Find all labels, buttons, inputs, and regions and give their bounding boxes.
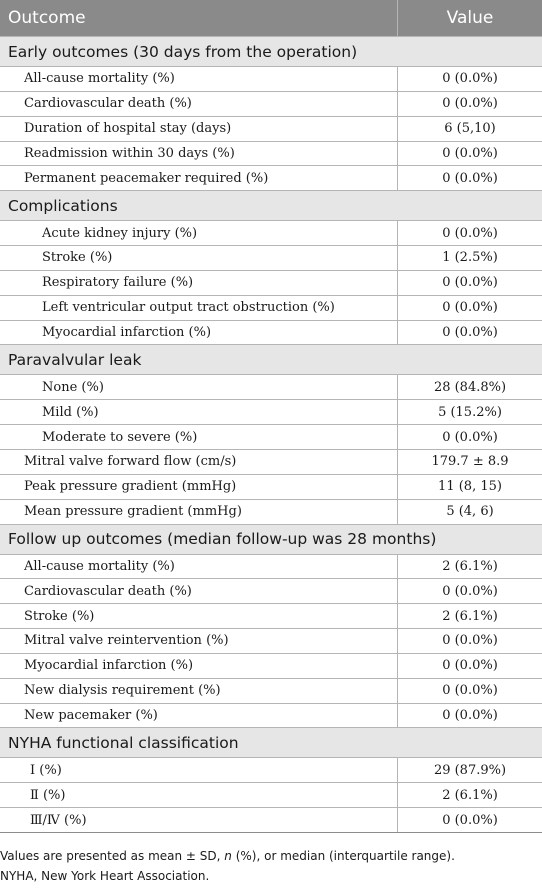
table-row xyxy=(0,424,542,449)
table-row xyxy=(0,628,542,653)
row-value: 6 (5,10) xyxy=(444,121,496,137)
table-row xyxy=(0,782,542,807)
table-row xyxy=(0,653,542,678)
row-label: New dialysis requirement (%) xyxy=(0,679,398,703)
row-label: Acute kidney injury (%) xyxy=(0,221,398,245)
footnote-line-2: NYHA, New York Heart Association. xyxy=(0,869,210,883)
table-row xyxy=(0,116,542,141)
section-title: Complications xyxy=(8,196,118,215)
row-value: 0 (0.0%) xyxy=(442,707,498,723)
row-value: 11 (8, 15) xyxy=(438,479,502,495)
section-title: Early outcomes (30 days from the operation) xyxy=(8,42,358,61)
row-value: 0 (0.0%) xyxy=(442,300,498,316)
row-label: New pacemaker (%) xyxy=(0,704,398,728)
section-title: Follow up outcomes (median follow-up was 28 months) xyxy=(8,530,437,548)
row-label: Stroke (%) xyxy=(0,246,398,270)
row-label: None (%) xyxy=(0,375,398,399)
table-row xyxy=(0,220,542,245)
section-row xyxy=(0,36,542,66)
table-header-row xyxy=(0,0,542,36)
row-label: Ⅲ/Ⅳ (%) xyxy=(0,808,398,832)
section-title: Paravalvular leak xyxy=(8,350,142,369)
table-row xyxy=(0,703,542,728)
row-value: 0 (0.0%) xyxy=(442,96,498,112)
table-row xyxy=(0,165,542,190)
row-label: Duration of hospital stay (days) xyxy=(0,117,398,141)
table-row xyxy=(0,757,542,782)
table-footnote xyxy=(0,846,542,886)
footnote-line-1 xyxy=(0,846,542,866)
row-label: Myocardial infarction (%) xyxy=(0,321,398,345)
row-value: 29 (87.9%) xyxy=(433,762,507,778)
row-value: 0 (0.0%) xyxy=(442,225,498,241)
table-row xyxy=(0,91,542,116)
table-row xyxy=(0,320,542,345)
row-value: 0 (0.0%) xyxy=(442,633,498,649)
section-row xyxy=(0,524,542,554)
row-label: Readmission within 30 days (%) xyxy=(0,142,398,166)
row-value: 5 (15.2%) xyxy=(438,404,502,420)
row-value: 0 (0.0%) xyxy=(442,683,498,699)
table-row xyxy=(0,474,542,499)
row-label: Myocardial infarction (%) xyxy=(0,654,398,678)
row-value: 1 (2.5%) xyxy=(442,250,498,266)
row-value: 0 (0.0%) xyxy=(442,170,498,186)
row-value: 0 (0.0%) xyxy=(442,812,498,828)
row-value: 2 (6.1%) xyxy=(442,608,498,624)
row-value: 179.7 ± 8.9 xyxy=(431,454,509,470)
table-row xyxy=(0,807,542,832)
row-label: Ⅱ (%) xyxy=(0,783,398,807)
table-body xyxy=(0,36,542,832)
row-label: Cardiovascular death (%) xyxy=(0,92,398,116)
row-value: 5 (4, 6) xyxy=(446,504,494,520)
row-value: 0 (0.0%) xyxy=(442,325,498,341)
section-row xyxy=(0,190,542,220)
table-row xyxy=(0,374,542,399)
section-title: NYHA functional classification xyxy=(8,733,239,752)
row-label: Mean pressure gradient (mmHg) xyxy=(0,500,398,524)
row-label: Peak pressure gradient (mmHg) xyxy=(0,475,398,499)
row-label: Mitral valve forward flow (cm/s) xyxy=(0,450,398,474)
row-label: Stroke (%) xyxy=(0,604,398,628)
row-value: 2 (6.1%) xyxy=(442,787,498,803)
row-value: 0 (0.0%) xyxy=(442,583,498,599)
row-value: 0 (0.0%) xyxy=(442,145,498,161)
footnote-text-b: (%), or median (interquartile range). xyxy=(231,849,455,863)
row-value: 0 (0.0%) xyxy=(442,658,498,674)
table-row xyxy=(0,449,542,474)
table-row xyxy=(0,399,542,424)
table-row xyxy=(0,678,542,703)
row-label: Respiratory failure (%) xyxy=(0,271,398,295)
table-row xyxy=(0,603,542,628)
row-value: 28 (84.8%) xyxy=(433,379,507,395)
table-row xyxy=(0,66,542,91)
row-label: All-cause mortality (%) xyxy=(0,555,398,579)
row-label: Left ventricular output tract obstruction (%) xyxy=(0,296,398,320)
table-row xyxy=(0,554,542,579)
table-row xyxy=(0,578,542,603)
table-row xyxy=(0,499,542,524)
footnote-n: n xyxy=(224,849,232,863)
header-value: Value xyxy=(446,8,494,28)
table-row xyxy=(0,141,542,166)
row-value: 0 (0.0%) xyxy=(442,275,498,291)
row-value: 0 (0.0%) xyxy=(442,71,498,87)
header-outcome: Outcome xyxy=(0,0,398,36)
table-row xyxy=(0,270,542,295)
row-label: Ⅰ (%) xyxy=(0,758,398,782)
row-value: 0 (0.0%) xyxy=(442,429,498,445)
row-label: Permanent peacemaker required (%) xyxy=(0,166,398,190)
table-row xyxy=(0,295,542,320)
row-label: Cardiovascular death (%) xyxy=(0,579,398,603)
footnote-text-a: Values are presented as mean ± SD, xyxy=(0,849,225,863)
row-label: Mitral valve reintervention (%) xyxy=(0,629,398,653)
table-row xyxy=(0,245,542,270)
row-value: 2 (6.1%) xyxy=(442,558,498,574)
section-row xyxy=(0,344,542,374)
row-label: Mild (%) xyxy=(0,400,398,424)
section-row xyxy=(0,727,542,757)
row-label: Moderate to severe (%) xyxy=(0,425,398,449)
row-label: All-cause mortality (%) xyxy=(0,67,398,91)
